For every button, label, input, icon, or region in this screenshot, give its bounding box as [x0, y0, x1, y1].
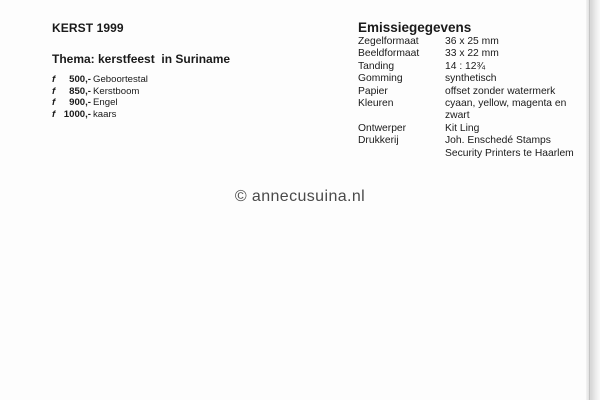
spec-row-paper	[358, 86, 585, 98]
spec-value-line: cyaan, yellow, magenta en	[445, 98, 567, 110]
spec-value: offset zonder watermerk	[445, 85, 556, 97]
spec-label: Beeldformaat	[358, 48, 420, 60]
spec-label: Zegelformaat	[358, 36, 419, 47]
spec-row-perforation	[358, 61, 585, 73]
stamp-value-row	[52, 109, 230, 121]
stamp-value-row	[52, 97, 230, 109]
stamp-denomination: 500,-	[69, 74, 91, 85]
spec-value-line: Joh. Enschedé Stamps	[445, 135, 551, 147]
spec-row-stamp-size	[358, 36, 585, 48]
spec-label: Ontwerper	[358, 122, 407, 134]
spec-value-line: zwart	[445, 110, 470, 122]
spec-label: Papier	[358, 85, 388, 97]
stamp-subject: kaars	[93, 108, 117, 120]
spec-value: Kit Ling	[445, 122, 480, 134]
spec-label: Kleuren	[358, 98, 394, 110]
spec-label: Drukkerij	[358, 135, 399, 147]
emission-heading: Emissiegegevens	[358, 20, 472, 35]
stamp-subject: Geboortestal	[93, 74, 148, 85]
spec-label: Tanding	[358, 60, 395, 72]
stamp-subject: Kerstboom	[93, 85, 140, 97]
spec-value: 36 x 25 mm	[445, 36, 499, 47]
currency-symbol: f	[52, 108, 56, 120]
issue-title: KERST 1999	[52, 21, 124, 35]
spec-value: 14 : 12¾	[445, 60, 486, 72]
copyright-watermark: © annecusuina.nl	[234, 188, 366, 205]
spec-value	[445, 135, 585, 160]
page-edge	[586, 0, 600, 400]
stamp-subject: Engel	[93, 97, 118, 109]
emission-details	[358, 20, 585, 160]
spec-row-image-size	[358, 48, 585, 60]
spec-row-printer	[358, 135, 585, 160]
stamp-issue-info	[52, 21, 230, 120]
stamp-value-row	[52, 86, 230, 98]
currency-symbol: f	[52, 85, 56, 97]
spec-value: synthetisch	[445, 73, 497, 85]
spec-value	[445, 98, 585, 123]
spec-value: 33 x 22 mm	[445, 48, 499, 60]
currency-symbol: f	[52, 74, 56, 85]
currency-symbol: f	[52, 97, 56, 109]
issue-theme: Thema: kerstfeest in Suriname	[52, 52, 231, 66]
spec-row-gum	[358, 73, 585, 85]
stamp-denomination: 900,-	[69, 97, 91, 109]
page-edge-line	[589, 0, 590, 400]
spec-label: Gomming	[358, 73, 403, 85]
stamp-value-list	[52, 74, 230, 120]
stamp-denomination: 1000,-	[63, 108, 91, 120]
spec-row-colors	[358, 98, 585, 123]
stamp-value-row	[52, 74, 230, 86]
stamp-denomination: 850,-	[69, 85, 91, 97]
spec-row-designer	[358, 123, 585, 135]
spec-value-line: Security Printers te Haarlem	[445, 147, 574, 159]
